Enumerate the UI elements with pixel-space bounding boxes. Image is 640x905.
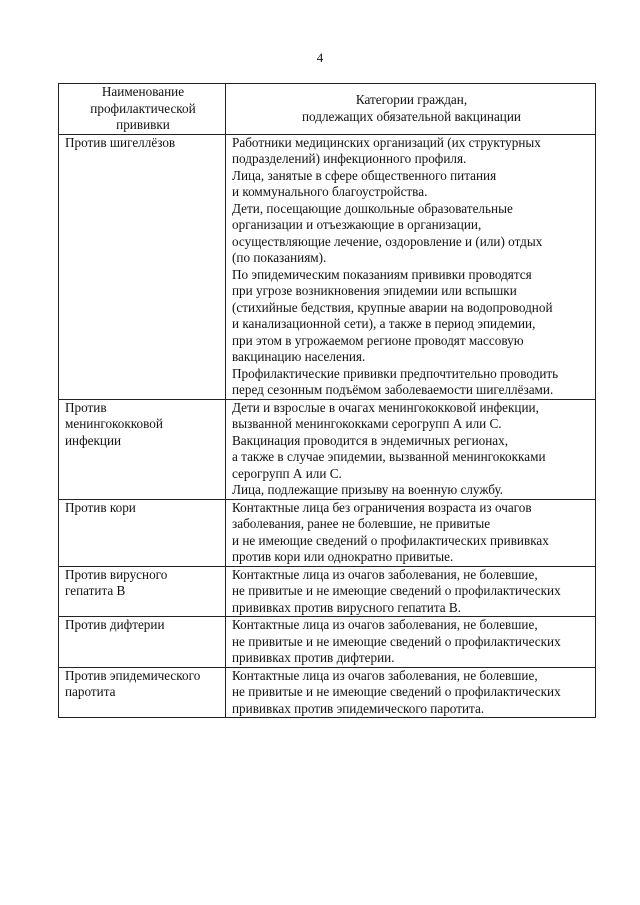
vaccination-name-line: Против эпидемического xyxy=(65,667,201,683)
category-text-line: прививках против дифтерии. xyxy=(232,650,395,665)
category-text-line: не привитые и не имеющие сведений о профилактических xyxy=(232,583,561,598)
vaccination-name-line: гепатита В xyxy=(65,583,126,598)
category-text-line: перед сезонным подъёмом заболеваемости шигеллёзами. xyxy=(232,382,554,397)
citizen-categories-cell xyxy=(226,566,596,617)
header-citizen-categories xyxy=(226,84,596,135)
header-line: Наименование xyxy=(101,84,185,99)
category-text-line: Контактные лица без ограничения возраста из очагов xyxy=(232,499,532,515)
category-text-line: и канализационной сети), а также в период эпидемии, xyxy=(232,316,536,331)
category-text-line: и коммунального благоустройства. xyxy=(232,184,428,199)
category-text-line: серогрупп А или С. xyxy=(232,465,342,481)
category-text-line: По эпидемическим показаниям прививки проводятся xyxy=(232,266,532,282)
vaccination-name-line: Против xyxy=(65,399,107,415)
table-row xyxy=(59,134,596,399)
vaccination-name-line: Против вирусного xyxy=(65,566,168,582)
category-text-line: Дети и взрослые в очагах менингококковой инфекции, xyxy=(232,399,539,415)
header-vaccination-name xyxy=(59,84,226,135)
category-text-line: Контактные лица из очагов заболевания, не болевшие, xyxy=(232,566,538,582)
category-text-line: заболевания, ранее не болевшие, не привитые xyxy=(232,516,491,531)
vaccination-name-cell xyxy=(59,667,226,718)
category-text-line: при этом в угрожаемом регионе проводят массовую xyxy=(232,332,524,348)
header-line: прививки xyxy=(116,117,170,132)
category-text-line: прививках против эпидемического паротита. xyxy=(232,700,485,716)
citizen-categories-cell xyxy=(226,617,596,668)
vaccination-name-cell xyxy=(59,399,226,499)
vaccination-name-cell xyxy=(59,566,226,617)
table-row xyxy=(59,399,596,499)
table-row xyxy=(59,667,596,718)
citizen-categories-cell xyxy=(226,667,596,718)
category-text-line: Лица, подлежащие призыву на военную службу. xyxy=(232,482,504,497)
vaccination-name-line: менингококковой xyxy=(65,416,163,431)
vaccination-name-cell xyxy=(59,499,226,566)
category-text-line: Работники медицинских организаций (их структурных xyxy=(232,134,541,150)
category-text-line: не привитые и не имеющие сведений о профилактических xyxy=(232,633,561,649)
category-text-line: Профилактические прививки предпочтительно проводить xyxy=(232,365,559,381)
category-text-line: вызванной менингококками серогрупп А или С. xyxy=(232,416,502,431)
category-text-line: организации и отъезжающие в организации, xyxy=(232,217,482,232)
vaccination-name-line: Против шигеллёзов xyxy=(65,134,176,150)
table-header-row xyxy=(59,84,596,135)
vaccination-name-cell xyxy=(59,617,226,668)
category-text-line: Контактные лица из очагов заболевания, не болевшие, xyxy=(232,617,538,632)
citizen-categories-cell xyxy=(226,134,596,399)
page-number: 4 xyxy=(316,50,324,65)
vaccination-name-line: Против дифтерии xyxy=(65,617,165,632)
category-text-line: Контактные лица из очагов заболевания, не болевшие, xyxy=(232,667,538,683)
vaccination-table xyxy=(58,83,596,718)
category-text-line: осуществляющие лечение, оздоровление и (или) отдых xyxy=(232,233,543,249)
category-text-line: (стихийные бедствия, крупные аварии на водопроводной xyxy=(232,299,553,315)
header-line: профилактической xyxy=(90,100,196,116)
category-text-line: Вакцинация проводится в эндемичных регионах, xyxy=(232,432,509,448)
citizen-categories-cell xyxy=(226,499,596,566)
category-text-line: а также в случае эпидемии, вызванной менингококками xyxy=(232,449,546,464)
category-text-line: Лица, занятые в сфере общественного питания xyxy=(232,167,497,183)
table-row xyxy=(59,617,596,668)
header-line: подлежащих обязательной вакцинации xyxy=(302,108,521,124)
vaccination-name-cell xyxy=(59,134,226,399)
header-line: Категории граждан, xyxy=(355,92,468,108)
vaccination-name-line: инфекции xyxy=(65,432,122,448)
category-text-line: подразделений) инфекционного профиля. xyxy=(232,151,467,166)
vaccination-name-line: Против кори xyxy=(65,499,136,515)
category-text-line: вакцинацию населения. xyxy=(232,349,366,364)
table-row xyxy=(59,566,596,617)
category-text-line: Дети, посещающие дошкольные образовательные xyxy=(232,200,513,216)
category-text-line: при угрозе возникновения эпидемии или вспышки xyxy=(232,283,517,298)
vaccination-name-line: паротита xyxy=(65,684,116,699)
citizen-categories-cell xyxy=(226,399,596,499)
category-text-line: и не имеющие сведений о профилактических прививках xyxy=(232,532,549,548)
category-text-line: против кори или однократно привитые. xyxy=(232,549,454,564)
category-text-line: прививках против вирусного гепатита В. xyxy=(232,599,462,615)
table-row xyxy=(59,499,596,566)
category-text-line: не привитые и не имеющие сведений о профилактических xyxy=(232,684,561,699)
category-text-line: (по показаниям). xyxy=(232,250,327,265)
